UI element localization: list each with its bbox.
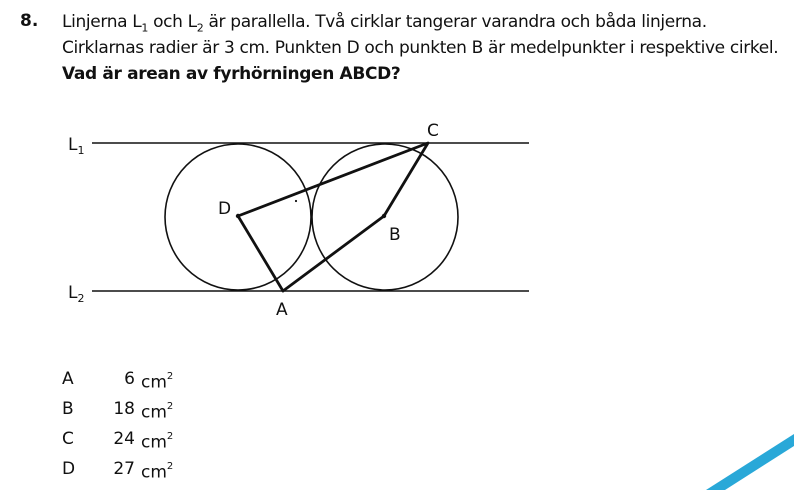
accent-stripe <box>706 434 794 490</box>
point-a-label: A <box>276 300 288 320</box>
question-number: 8. <box>20 11 39 31</box>
line2-label: $L_2$ <box>68 283 85 305</box>
option-unit: $cm^2$ <box>141 401 174 423</box>
option-letter: B <box>62 399 74 419</box>
option-letter: D <box>62 459 76 479</box>
option-value: 27 <box>113 459 135 479</box>
question-prompt: Vad är arean av fyrhörningen ABCD? <box>62 64 401 84</box>
option-letter: C <box>62 429 74 449</box>
point-c-label: C <box>427 121 439 141</box>
option-unit: $cm^2$ <box>141 461 174 483</box>
point-b-label: B <box>389 225 401 245</box>
option-value: 18 <box>113 399 135 419</box>
question-text-part1: Linjerna L <box>62 12 142 32</box>
line1-subscript: 1 <box>141 21 149 35</box>
option-value: 24 <box>113 429 135 449</box>
line1-label: $L_1$ <box>68 135 85 157</box>
line2-subscript: 2 <box>196 21 204 35</box>
option-unit: $cm^2$ <box>141 371 174 393</box>
point-d-label: D <box>218 199 232 219</box>
option-letter: A <box>62 369 74 389</box>
question-text-part2: och L <box>148 12 197 32</box>
question-text-part3: är parallella. Två cirklar tangerar varandra och båda linjerna. Cirklarnas radier är 3 cm. Punkten D och punkten B är medelpunkter i respektive cirkel. <box>62 12 779 58</box>
option-unit: $cm^2$ <box>141 431 174 453</box>
option-value: 6 <box>124 369 135 389</box>
